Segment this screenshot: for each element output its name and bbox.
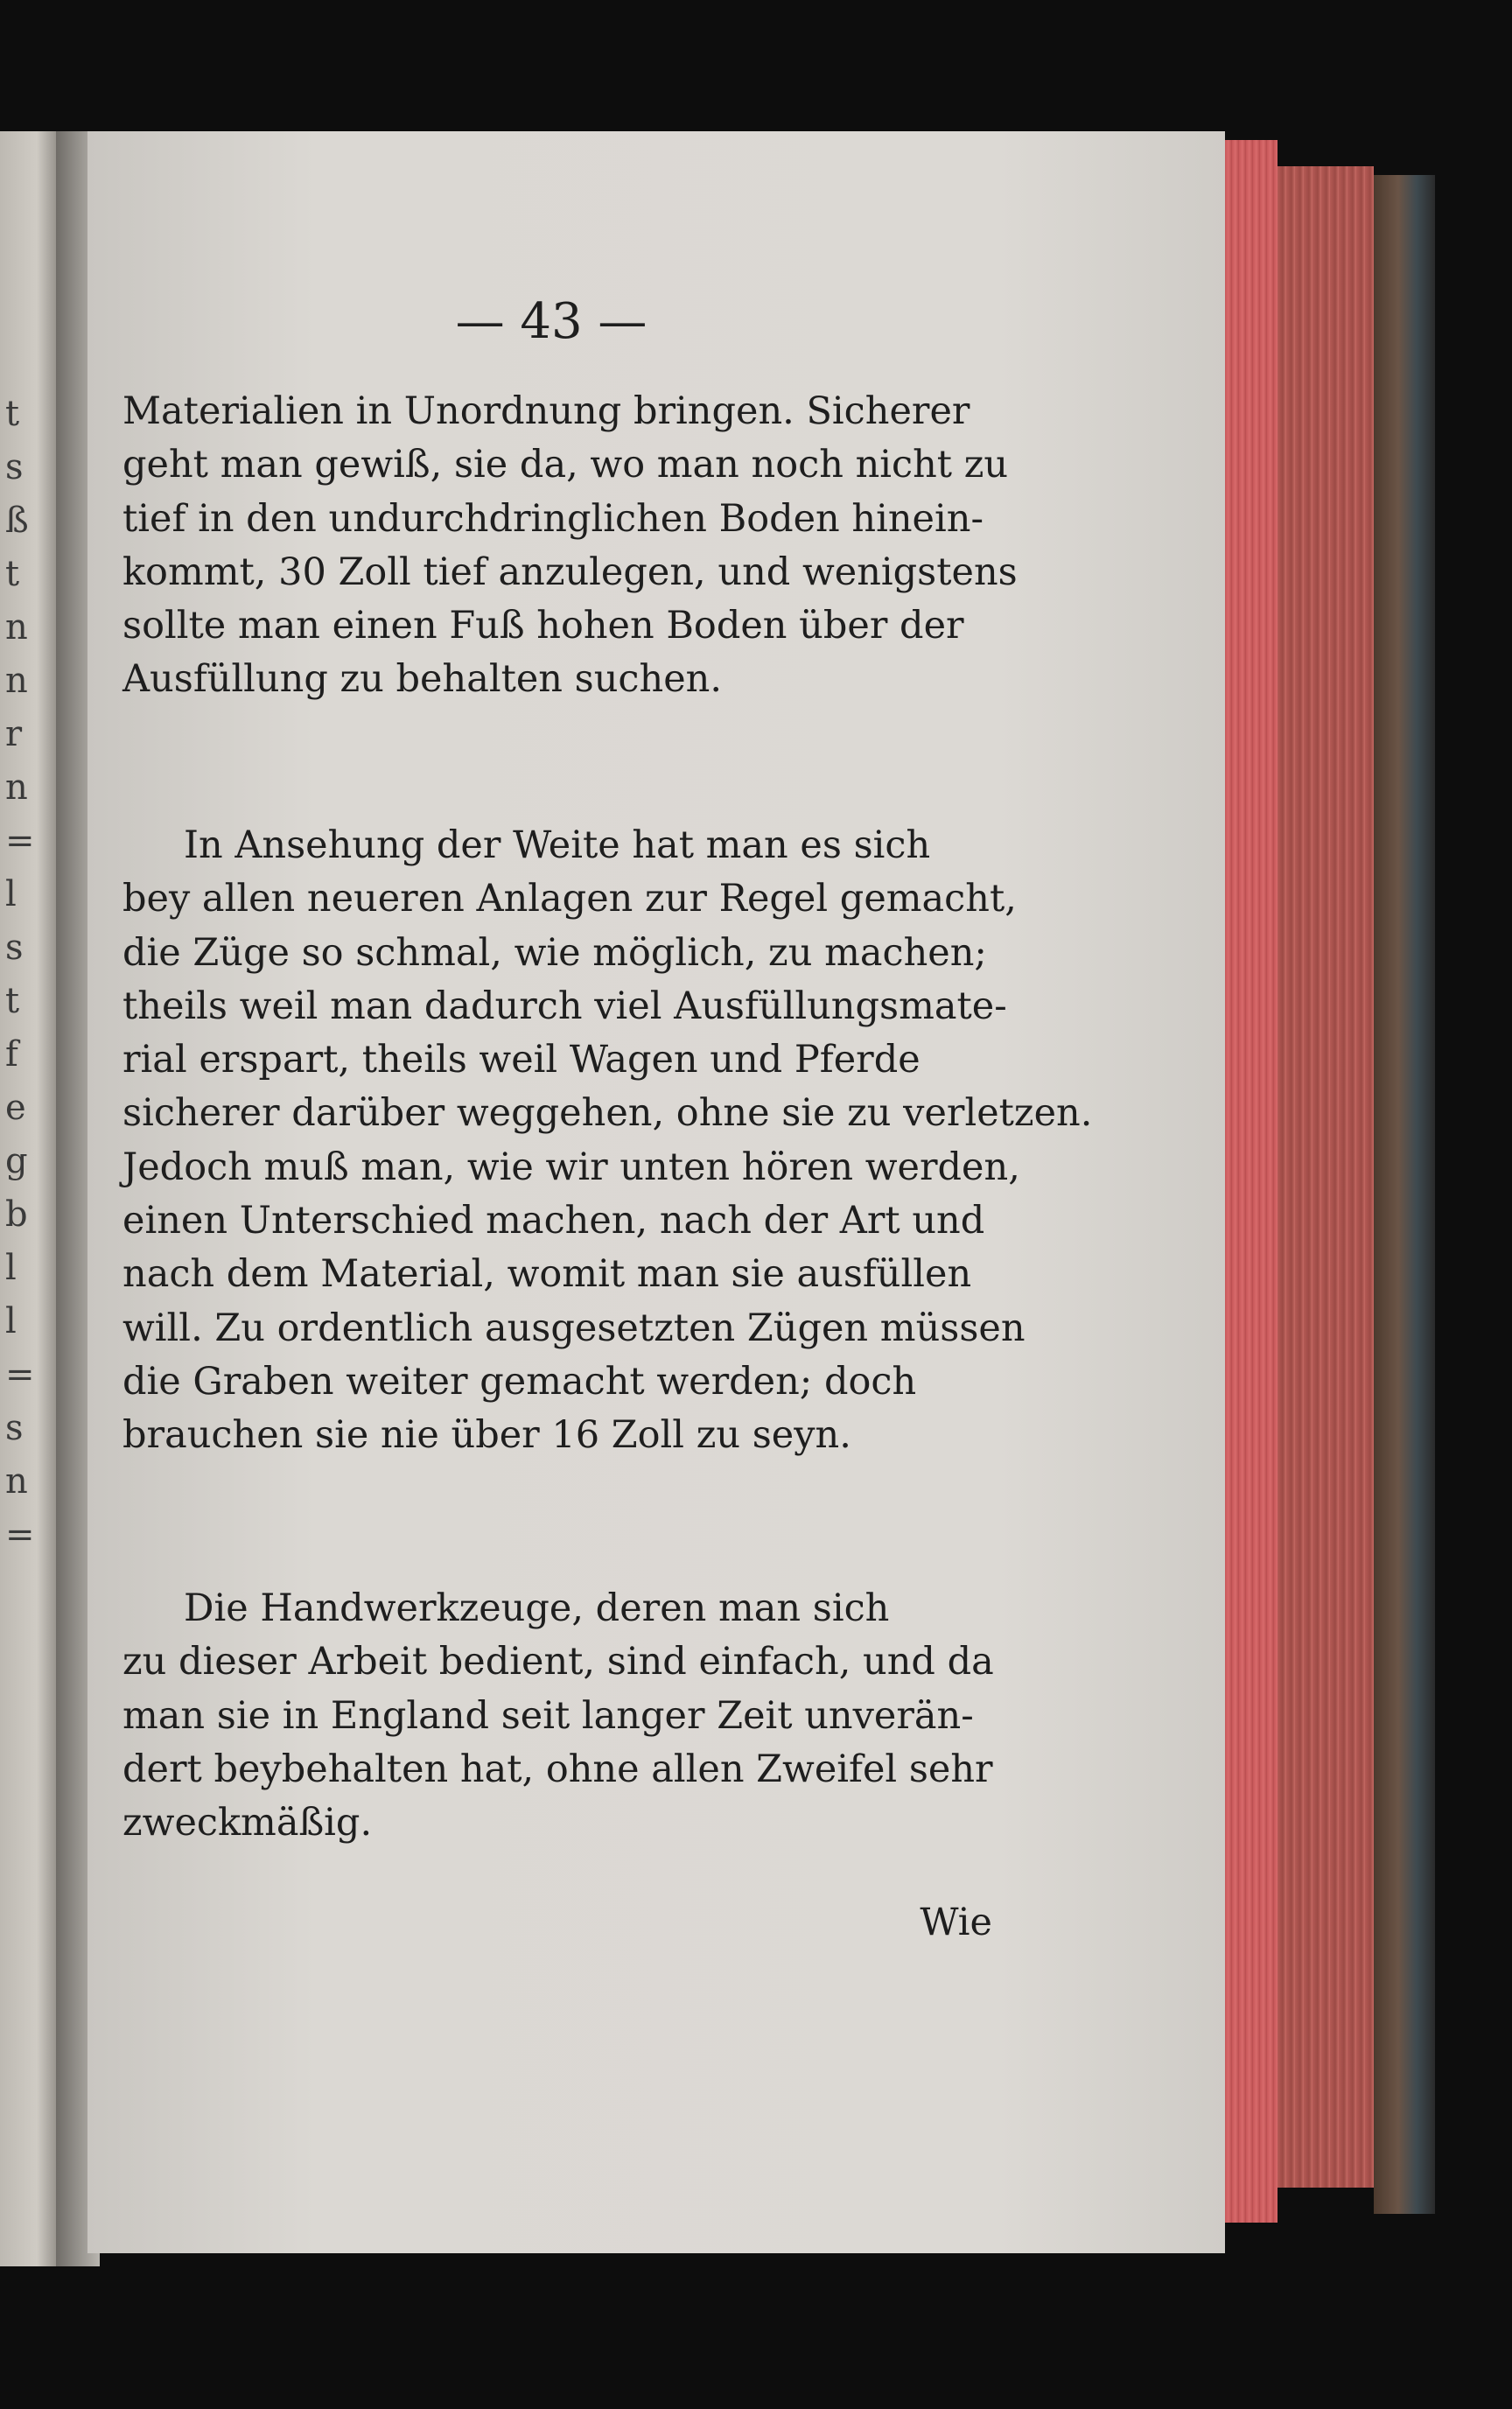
left-page-fragment: l (5, 874, 17, 914)
text-line: zweckmäßig. (122, 1801, 373, 1845)
book-cover (1374, 175, 1435, 2214)
text-line: sicherer darüber weggehen, ohne sie zu verletzen. (122, 1091, 1093, 1136)
paragraph-3 (122, 1582, 994, 1850)
left-page-fragment: s (5, 1408, 24, 1448)
text-line: nach dem Material, womit man sie ausfüllen (122, 1252, 972, 1297)
text-line: Jedoch muß man, wie wir unten hören werden, (122, 1145, 1020, 1189)
text-line: zu dieser Arbeit bedient, sind einfach, und da (122, 1640, 994, 1684)
left-page-fragment: = (5, 1515, 35, 1555)
text-line: bey allen neueren Anlagen zur Regel gemacht, (122, 877, 1017, 921)
left-page-fragment: b (5, 1194, 28, 1235)
left-page-fragment: l (5, 1248, 17, 1288)
text-line: tief in den undurchdringlichen Boden hinein- (122, 496, 984, 541)
text-line: theils weil man dadurch viel Ausfüllungsmate- (122, 984, 1007, 1028)
left-page-fragment: t (5, 554, 20, 594)
text-line: man sie in England seit langer Zeit unverän- (122, 1693, 974, 1738)
left-page-fragment: l (5, 1301, 17, 1341)
left-page-fragment: s (5, 447, 24, 487)
left-page-fragment: = (5, 1355, 35, 1395)
text-line: einen Unterschied machen, nach der Art und (122, 1199, 985, 1243)
text-line: Die Handwerkzeuge, deren man sich (184, 1586, 890, 1630)
left-page-fragment: ß (5, 501, 29, 541)
text-line: die Graben weiter gemacht werden; doch (122, 1359, 917, 1404)
page-edge-stack (1278, 166, 1374, 2188)
text-line: In Ansehung der Weite hat man es sich (184, 823, 931, 867)
text-line: kommt, 30 Zoll tief anzulegen, und wenigstens (122, 550, 1018, 594)
left-page-fragment: n (5, 661, 28, 701)
left-page-fragment: e (5, 1088, 26, 1128)
left-page-fragment: t (5, 394, 20, 434)
catchword: Wie (920, 1901, 992, 1944)
page-number: — 43 — (455, 293, 648, 350)
left-page-fragment: n (5, 1461, 28, 1502)
left-page-fragment: s (5, 928, 24, 968)
left-page-fragment: r (5, 714, 23, 754)
left-page-fragment: g (5, 1141, 28, 1181)
left-facing-page (0, 131, 61, 2266)
left-page-fragment: n (5, 767, 28, 808)
page-edge (1225, 140, 1278, 2223)
text-line: Ausfüllung zu behalten suchen. (122, 657, 723, 702)
text-line: die Züge so schmal, wie möglich, zu machen; (122, 930, 987, 975)
text-line: rial erspart, theils weil Wagen und Pferde (122, 1038, 920, 1082)
left-page-fragment: t (5, 981, 20, 1021)
paragraph-1 (122, 385, 1018, 707)
left-page-fragment: f (5, 1034, 18, 1075)
text-line: brauchen sie nie über 16 Zoll zu seyn. (122, 1413, 851, 1458)
text-line: Materialien in Unordnung bringen. Sicherer (122, 389, 970, 433)
text-line: dert beybehalten hat, ohne allen Zweifel sehr (122, 1747, 993, 1791)
paragraph-2 (122, 819, 1093, 1463)
left-page-fragment: = (5, 821, 35, 861)
text-line: will. Zu ordentlich ausgesetzten Zügen müssen (122, 1306, 1026, 1350)
text-line: geht man gewiß, sie da, wo man noch nicht zu (122, 443, 1009, 487)
text-line: sollte man einen Fuß hohen Boden über der (122, 604, 964, 648)
left-page-fragment: n (5, 607, 28, 648)
